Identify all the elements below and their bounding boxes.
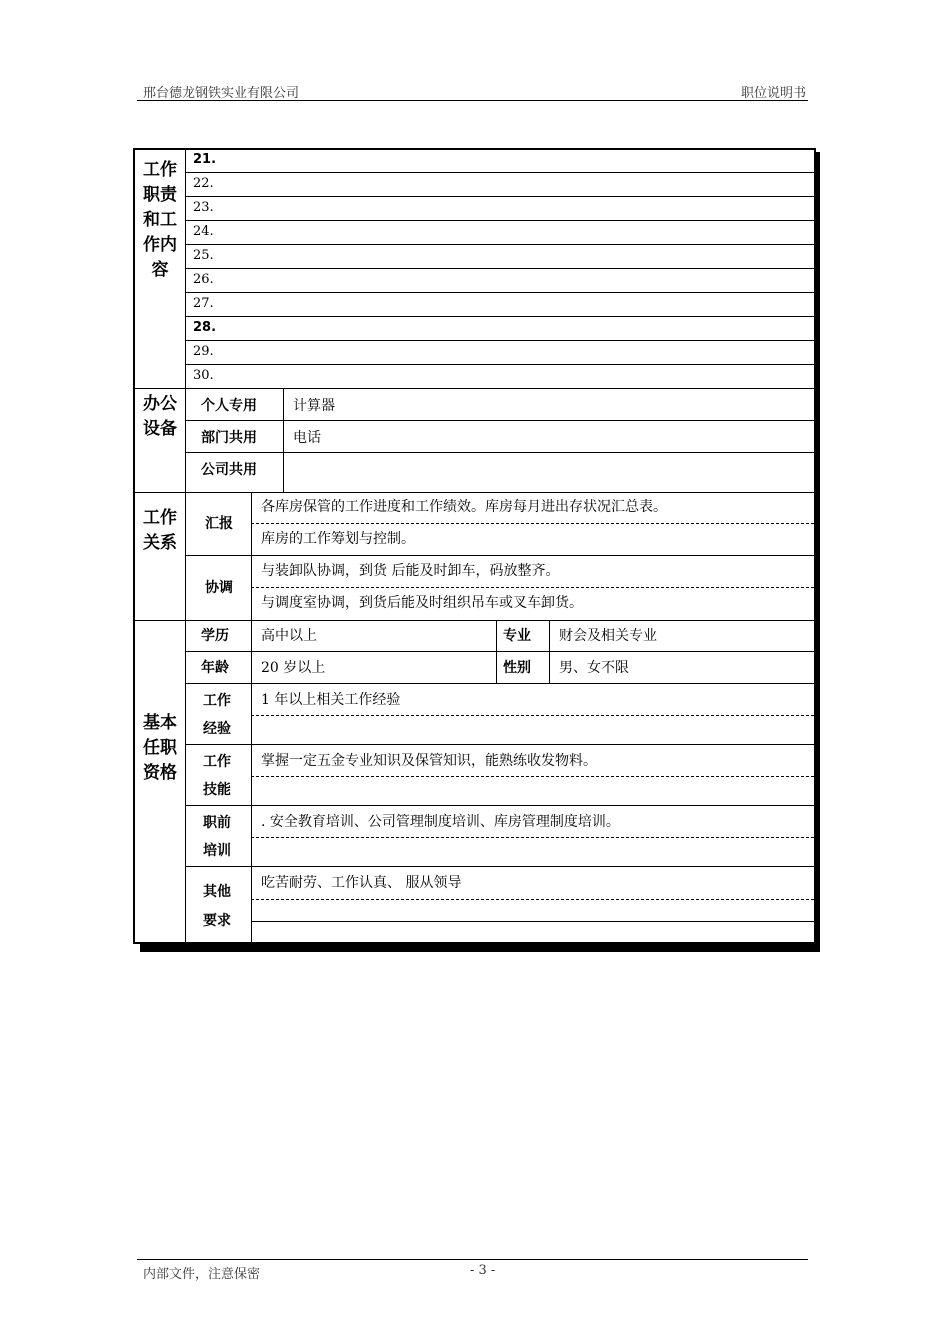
document-title: 职位说明书	[740, 86, 806, 101]
equipment-section-label: 办公设备	[143, 394, 177, 439]
row-line	[185, 244, 814, 245]
duty-item: 21.	[193, 152, 217, 167]
row-line	[185, 744, 814, 745]
dashed-line	[251, 837, 814, 838]
page-number: - 3 -	[470, 1263, 496, 1278]
company-equipment-label: 公司共用	[201, 462, 257, 478]
coordinate-label: 协调	[205, 580, 233, 596]
experience-label: 经验	[203, 721, 231, 737]
coordinate-line-1: 与装卸队协调，到货 后能及时卸车，码放整齐。	[261, 563, 560, 579]
dashed-line	[251, 899, 814, 900]
age-value: 20 岁以上	[261, 660, 326, 676]
personal-equipment-value: 计算器	[293, 398, 335, 414]
experience-label: 工作	[203, 693, 231, 709]
row-line	[251, 921, 814, 922]
row-line	[185, 805, 814, 806]
column-divider	[251, 492, 252, 942]
dashed-line	[251, 587, 814, 588]
page-header	[137, 82, 808, 101]
duty-item: 29.	[193, 344, 214, 359]
duty-item: 22.	[193, 176, 214, 191]
duty-item: 30.	[193, 368, 214, 383]
duties-section-label: 工作职责和工作内容	[143, 160, 177, 280]
department-equipment-label: 部门共用	[201, 430, 257, 446]
other-requirements-label: 其他	[203, 884, 231, 900]
company-name: 邢台德龙钢铁实业有限公司	[143, 86, 300, 101]
footer-confidential: 内部文件，注意保密	[143, 1267, 261, 1282]
row-line	[185, 292, 814, 293]
report-line-1: 各库房保管的工作进度和工作绩效。库房每月进出存状况汇总表。	[261, 499, 667, 515]
row-line	[185, 172, 814, 173]
duty-item: 23.	[193, 200, 214, 215]
row-line	[185, 220, 814, 221]
report-line-2: 库房的工作筹划与控制。	[261, 531, 415, 547]
footer-rule	[137, 1259, 808, 1260]
duty-item: 24.	[193, 224, 214, 239]
duty-item: 28.	[193, 320, 217, 335]
row-line	[185, 316, 814, 317]
education-label: 学历	[201, 628, 229, 644]
training-label: 培训	[203, 843, 231, 859]
age-label: 年龄	[201, 660, 229, 676]
other-requirements-label: 要求	[203, 913, 231, 929]
row-line	[185, 452, 814, 453]
row-line	[185, 364, 814, 365]
row-line	[185, 866, 814, 867]
dashed-line	[251, 715, 814, 716]
duty-item: 25.	[193, 248, 214, 263]
report-label: 汇报	[205, 516, 233, 532]
section-divider	[135, 492, 814, 493]
row-line	[185, 555, 814, 556]
column-divider	[283, 388, 284, 492]
row-line	[185, 340, 814, 341]
duty-item: 26.	[193, 272, 214, 287]
gender-label: 性别	[503, 660, 531, 676]
personal-equipment-label: 个人专用	[201, 398, 257, 414]
row-line	[185, 268, 814, 269]
department-equipment-value: 电话	[293, 430, 321, 446]
other-requirements-value: 吃苦耐劳、工作认真、 服从领导	[261, 875, 462, 891]
skills-value: 掌握一定五金专业知识及保管知识，能熟练收发物料。	[261, 753, 597, 769]
row-line	[185, 651, 814, 652]
training-label: 职前	[203, 815, 231, 831]
major-label: 专业	[503, 628, 531, 644]
relations-section-label: 工作关系	[143, 508, 177, 553]
gender-value: 男、女不限	[559, 660, 629, 676]
experience-value: 1 年以上相关工作经验	[261, 692, 401, 708]
row-line	[185, 196, 814, 197]
section-divider	[135, 620, 814, 621]
major-value: 财会及相关专业	[559, 628, 657, 644]
row-line	[185, 420, 814, 421]
coordinate-line-2: 与调度室协调，到货后能及时组织吊车或叉车卸货。	[261, 595, 583, 611]
dashed-line	[251, 523, 814, 524]
row-line	[185, 683, 814, 684]
duty-item: 27.	[193, 296, 214, 311]
qualifications-section-label: 基本任职资格	[143, 713, 177, 783]
training-value: . 安全教育培训、公司管理制度培训、库房管理制度培训。	[261, 814, 620, 830]
education-value: 高中以上	[261, 628, 317, 644]
dashed-line	[251, 776, 814, 777]
job-description-table	[133, 148, 816, 944]
section-divider	[135, 388, 814, 389]
skills-label: 工作	[203, 754, 231, 770]
skills-label: 技能	[203, 782, 231, 798]
